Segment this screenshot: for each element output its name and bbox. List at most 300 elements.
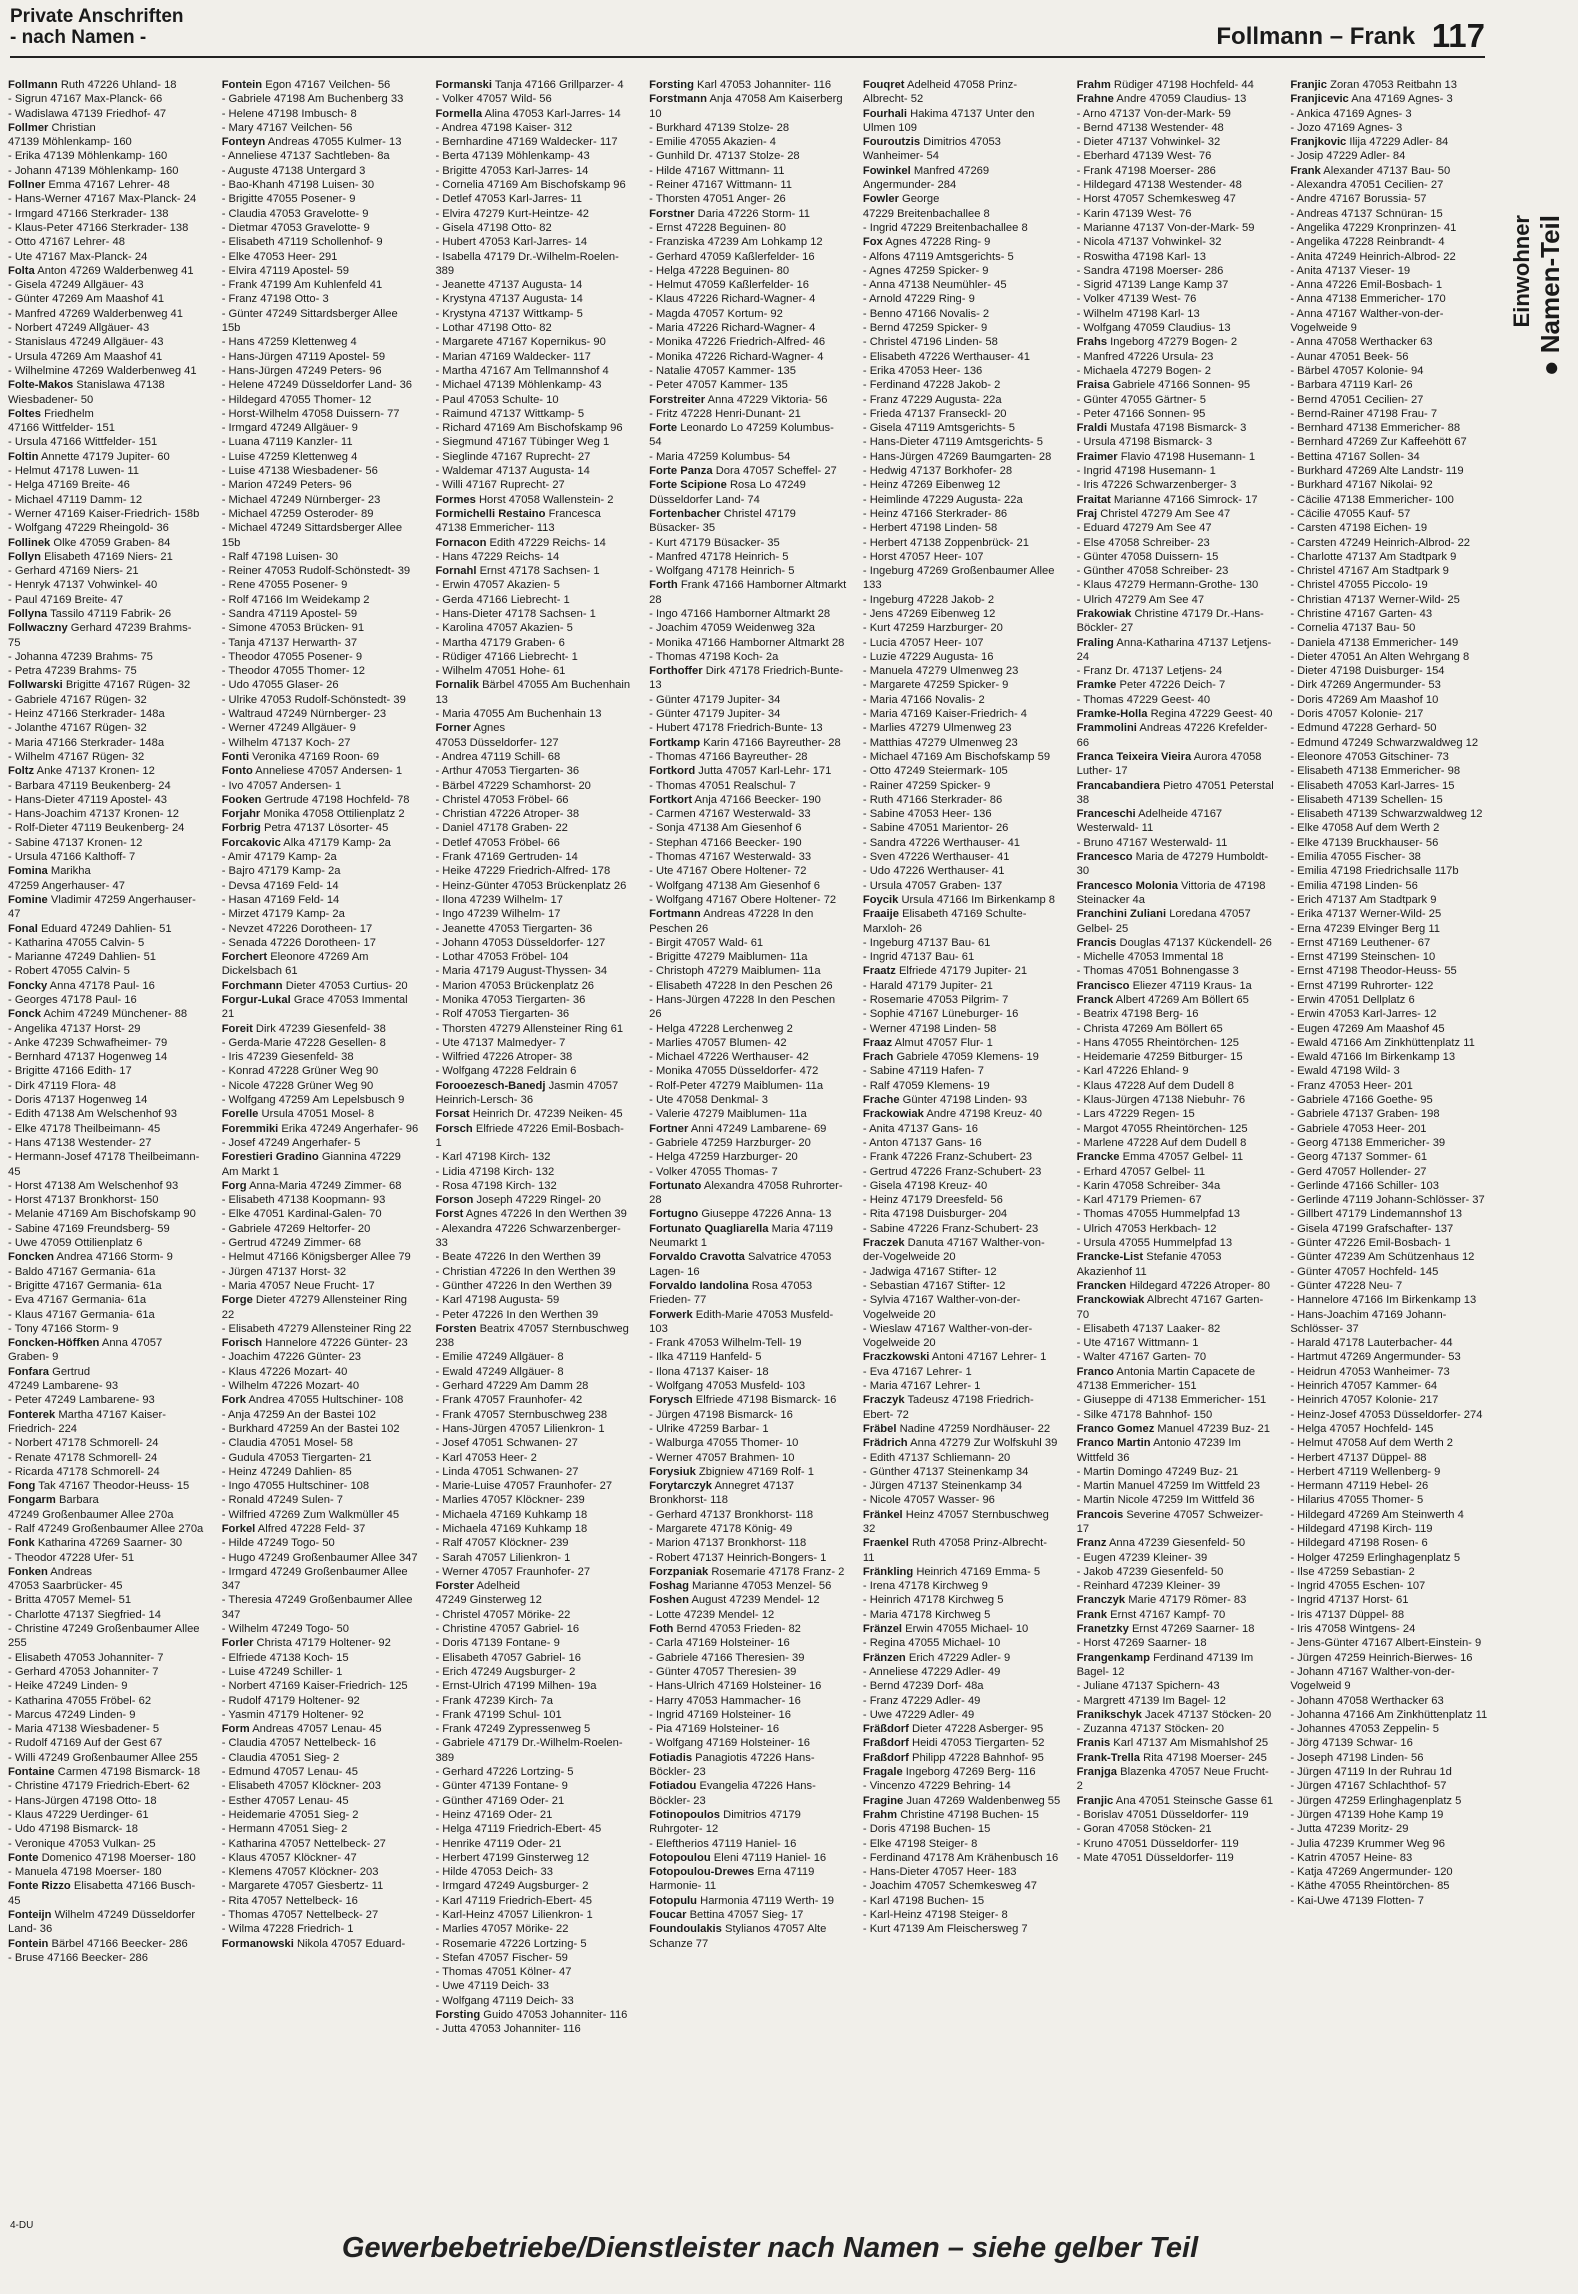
listing-entry <box>863 1708 1061 1722</box>
listing-entry <box>1290 1851 1488 1865</box>
listing-entry <box>8 1222 206 1236</box>
listing-entry <box>649 1808 847 1837</box>
listing-entry <box>649 707 847 721</box>
listing-entry <box>8 321 206 335</box>
listing-entry <box>435 593 633 607</box>
entry-surname: Fowler <box>862 193 899 206</box>
entry-details: Bärbel 47166 Beecker- 286 <box>51 1937 188 1950</box>
listing-entry <box>863 278 1061 292</box>
entry-surname: Foltin <box>8 450 39 463</box>
listing-entry <box>863 1565 1061 1579</box>
listing-entry <box>222 1179 420 1193</box>
entry-details: - Günter 47057 Theresien- 39 <box>649 1665 797 1678</box>
entry-details: Christel 47279 Am See 47 <box>1100 507 1231 520</box>
listing-entry <box>435 1279 633 1293</box>
entry-surname: Form <box>221 1723 250 1736</box>
listing-entry <box>863 207 1061 221</box>
entry-details: - Thomas 47051 Bohnengasse 3 <box>1076 965 1239 978</box>
listing-entry <box>8 335 206 349</box>
listing-entry <box>1290 1093 1488 1107</box>
listing-entry <box>8 764 206 778</box>
entry-details: - Regina 47055 Michael- 10 <box>862 1637 1001 1650</box>
listing-entry <box>222 378 420 392</box>
entry-details: - Franz 47229 Adler- 49 <box>862 1694 981 1707</box>
entry-surname: Fotiadou <box>649 1780 697 1793</box>
listing-entry <box>649 264 847 278</box>
listing-entry <box>649 1064 847 1078</box>
listing-entry <box>1077 435 1275 449</box>
listing-entry <box>435 1622 633 1636</box>
listing-entry <box>863 1093 1061 1107</box>
listing-entry <box>649 235 847 249</box>
entry-details: - Christoph 47279 Maiblumen- 11a <box>649 965 821 978</box>
listing-entry <box>1290 621 1488 635</box>
listing-column <box>435 78 633 2170</box>
listing-entry <box>8 1879 206 1908</box>
listing-entry <box>863 1150 1061 1164</box>
listing-entry <box>8 1736 206 1750</box>
entry-details: - Henrike 47119 Oder- 21 <box>435 1837 562 1850</box>
listing-entry <box>8 964 206 978</box>
entry-details: - Ingrid 47055 Eschen- 107 <box>1290 1580 1426 1593</box>
listing-entry <box>863 1365 1061 1379</box>
listing-entry <box>649 1922 847 1951</box>
listing-entry <box>222 993 420 1022</box>
entry-details: Alexandra 47058 Ruhrorter- 28 <box>649 1179 843 1207</box>
entry-details: Ilija 47229 Adler- 84 <box>1349 136 1449 149</box>
listing-entry <box>435 1922 633 1936</box>
entry-details: Andre 47198 Kreuz- 40 <box>926 1108 1043 1121</box>
listing-entry <box>1077 950 1275 964</box>
listing-entry <box>222 1393 420 1407</box>
entry-details: - Michael 47119 Damm- 12 <box>8 493 143 506</box>
listing-entry <box>1077 1322 1275 1336</box>
listing-entry <box>435 1107 633 1121</box>
listing-entry <box>649 607 847 621</box>
entry-surname: Fraßdorf <box>862 1751 909 1764</box>
entry-surname: Formes <box>435 493 476 506</box>
entry-details: - Horst 47057 Heer- 107 <box>862 550 984 563</box>
listing-entry <box>222 1679 420 1693</box>
listing-entry <box>435 1694 633 1708</box>
listing-entry <box>8 235 206 249</box>
entry-details: - Lidia 47198 Kirch- 132 <box>435 1165 555 1178</box>
entry-details: - Jürgen 47259 Erlinghagenplatz 5 <box>1290 1794 1462 1807</box>
listing-entry <box>1290 1708 1488 1722</box>
listing-entry <box>8 993 206 1007</box>
entry-details: Stefanie 47053 Akazienhof 11 <box>1076 1251 1222 1278</box>
header-section-label <box>10 6 184 48</box>
listing-entry <box>222 1651 420 1665</box>
entry-details: Friedhelm <box>44 407 94 420</box>
listing-entry <box>222 593 420 607</box>
listing-entry <box>435 793 633 807</box>
listing-entry <box>1290 736 1488 750</box>
listing-entry <box>8 1579 206 1593</box>
listing-entry <box>649 807 847 821</box>
entry-details: - Bärbel 47057 Kolonie- 94 <box>1290 364 1424 377</box>
listing-entry <box>863 1751 1061 1765</box>
entry-details: - Robert 47137 Heinrich-Bongers- 1 <box>649 1551 827 1564</box>
entry-details: - Christel 47057 Mörike- 22 <box>435 1608 571 1621</box>
listing-entry <box>863 821 1061 835</box>
entry-details: - Matthias 47279 Ulmenweg 23 <box>862 736 1018 749</box>
entry-details: Pietro 47051 Peterstal 38 <box>1076 779 1274 806</box>
listing-entry <box>8 1265 206 1279</box>
listing-entry <box>1077 964 1275 978</box>
listing-entry <box>649 1837 847 1851</box>
listing-entry <box>435 764 633 778</box>
entry-details: 47249 Ginsterweg 12 <box>435 1594 542 1607</box>
listing-entry <box>1077 107 1275 121</box>
entry-details: - Gerhard 47059 Kaßlerfelder- 16 <box>649 250 815 263</box>
entry-details: - Magda 47057 Kortum- 92 <box>649 307 783 320</box>
entry-details: Alina 47053 Karl-Jarres- 14 <box>484 107 621 120</box>
listing-entry <box>1290 1107 1488 1121</box>
listing-entry <box>649 149 847 163</box>
listing-entry <box>1290 149 1488 163</box>
entry-details: - Andrea 47198 Kaiser- 312 <box>435 121 573 134</box>
entry-surname: Forstmann <box>649 93 707 106</box>
entry-surname: Fontein <box>8 1937 49 1950</box>
entry-details: - Theodor 47055 Thomer- 12 <box>221 665 365 678</box>
listing-entry <box>435 1965 633 1979</box>
entry-details: - Benno 47166 Novalis- 2 <box>862 307 990 320</box>
listing-entry <box>222 221 420 235</box>
listing-entry <box>435 1493 633 1507</box>
entry-details: - Ulrich 47053 Herkbach- 12 <box>1076 1222 1217 1235</box>
entry-details: - Hildegard 47269 Am Steinwerth 4 <box>1290 1508 1464 1521</box>
entry-details: - Ute 47137 Malmedyer- 7 <box>435 1036 566 1049</box>
listing-entry <box>649 550 847 564</box>
listing-column <box>1077 78 1275 2170</box>
header-name-range <box>1216 14 1485 52</box>
listing-entry <box>649 1593 847 1607</box>
entry-details: - Günther 47226 In den Werthen 39 <box>435 1279 612 1292</box>
entry-details: - Peter 47057 Kammer- 135 <box>649 379 788 392</box>
listing-entry <box>1077 936 1275 950</box>
entry-details: - Wolfgang 47169 Holsteiner- 16 <box>649 1737 811 1750</box>
listing-entry <box>863 779 1061 793</box>
listing-entry <box>1290 1279 1488 1293</box>
entry-details: - Hilde 47167 Wittmann- 11 <box>649 164 785 177</box>
listing-entry <box>1077 1093 1275 1107</box>
listing-entry <box>649 1908 847 1922</box>
listing-entry <box>649 779 847 793</box>
listing-entry <box>863 1322 1061 1351</box>
entry-details: - Thomas 47051 Realschul- 7 <box>649 779 796 792</box>
listing-entry <box>863 421 1061 435</box>
entry-details: - Luzie 47229 Augusta- 16 <box>862 650 994 663</box>
entry-details: - Volker 47139 West- 76 <box>1076 293 1197 306</box>
listing-entry <box>222 664 420 678</box>
listing-entry <box>435 1064 633 1078</box>
listing-entry <box>222 864 420 878</box>
listing-entry <box>1290 1350 1488 1364</box>
entry-surname: Forg <box>221 1179 247 1192</box>
entry-details: - Reiner 47053 Rudolf-Schönstedt- 39 <box>221 565 411 578</box>
listing-entry <box>1077 1107 1275 1121</box>
entry-details: - Manuela 47198 Moerser- 180 <box>8 1866 162 1879</box>
listing-entry <box>222 1064 420 1078</box>
entry-details: Ernst 47178 Sachsen- 1 <box>479 565 600 578</box>
entry-details: - Ernst 47199 Steinschen- 10 <box>1290 951 1436 964</box>
listing-entry <box>649 1736 847 1750</box>
entry-surname: Foltz <box>8 765 35 778</box>
entry-details: - Wolfgang 47053 Musfeld- 103 <box>649 1380 806 1393</box>
entry-details: - Lothar 47198 Otto- 82 <box>435 322 552 335</box>
listing-entry <box>222 721 420 735</box>
entry-details: Erich 47229 Adler- 9 <box>908 1651 1011 1664</box>
listing-entry <box>1290 1551 1488 1565</box>
listing-entry <box>222 178 420 192</box>
listing-entry <box>435 950 633 964</box>
entry-details: - Sarah 47057 Lilienkron- 1 <box>435 1551 571 1564</box>
entry-details: - Sabine 47119 Hafen- 7 <box>862 1065 984 1078</box>
listing-entry <box>649 1279 847 1308</box>
entry-details: - Dieter 47137 Vohwinkel- 32 <box>1076 136 1221 149</box>
listing-entry <box>222 821 420 835</box>
listing-entry <box>649 1365 847 1379</box>
listing-entry <box>1077 564 1275 578</box>
listing-entry <box>1290 493 1488 507</box>
entry-details: - Wilhelm 47167 Rügen- 32 <box>8 750 145 763</box>
entry-surname: Fraczek <box>862 1237 905 1250</box>
listing-entry <box>1290 121 1488 135</box>
entry-details: - Christine 47057 Gabriel- 16 <box>435 1623 580 1636</box>
entry-details: - Edith 47137 Schliemann- 20 <box>862 1451 1011 1464</box>
listing-entry <box>222 1079 420 1093</box>
entry-details: - Konrad 47228 Grüner Weg 90 <box>221 1065 379 1078</box>
entry-details: - Waldemar 47137 Augusta- 14 <box>435 465 590 478</box>
entry-details: - Georg 47138 Emmericher- 39 <box>1290 1136 1446 1149</box>
entry-details: - Margarete 47167 Kopernikus- 90 <box>435 336 606 349</box>
listing-entry <box>435 779 633 793</box>
entry-details: - Katharina 47055 Fröbel- 62 <box>8 1694 152 1707</box>
entry-details: - Gillbert 47179 Lindemannshof 13 <box>1290 1208 1462 1221</box>
entry-details: - Elisabeth 47119 Schollenhof- 9 <box>221 236 383 249</box>
entry-details: - Hans 47229 Reichs- 14 <box>435 550 560 563</box>
entry-details: - Dirk 47269 Angermunder- 53 <box>1290 679 1441 692</box>
entry-details: - Helmut 47059 Kaßlerfelder- 16 <box>649 279 809 292</box>
listing-entry <box>435 1822 633 1836</box>
entry-details: - Heidrun 47053 Wanheimer- 73 <box>1290 1365 1450 1378</box>
listing-entry <box>649 92 847 121</box>
entry-details: - Monika 47166 Hamborner Altmarkt 28 <box>649 636 845 649</box>
entry-details: Ingeborg 47279 Bogen- 2 <box>1110 336 1238 349</box>
page-header <box>10 4 1485 58</box>
listing-entry <box>222 421 420 435</box>
entry-details: - Gabriele 47179 Dr.-Wilhelm-Roelen- 389 <box>435 1737 623 1764</box>
listing-entry <box>649 936 847 950</box>
entry-details: - Manfred 47226 Ursula- 23 <box>1076 350 1214 363</box>
listing-entry <box>863 221 1061 235</box>
listing-entry <box>435 1994 633 2008</box>
entry-surname: Fränzel <box>862 1623 903 1636</box>
listing-entry <box>222 1436 420 1450</box>
entry-surname: Fotinopoulos <box>649 1808 720 1821</box>
listing-entry <box>649 750 847 764</box>
entry-details: - Josip 47229 Adler- 84 <box>1290 150 1406 163</box>
listing-entry <box>1290 1508 1488 1522</box>
entry-surname: Fonteyn <box>221 136 266 149</box>
listing-entry <box>222 578 420 592</box>
listing-entry <box>649 1679 847 1693</box>
listing-entry <box>863 1007 1061 1021</box>
listing-entry <box>222 1551 420 1565</box>
entry-details: - Jakob 47239 Giesenfeld- 50 <box>1076 1565 1224 1578</box>
listing-entry <box>863 636 1061 650</box>
entry-surname: Frädrich <box>862 1437 908 1450</box>
entry-details: Elfriede 47226 Emil-Bosbach- 1 <box>435 1122 624 1149</box>
entry-surname: Fonk <box>8 1537 35 1550</box>
entry-surname: Follwaczny <box>8 622 68 635</box>
header-line1: Private Anschriften <box>10 6 184 27</box>
entry-details: - Sonja 47138 Am Giesenhof 6 <box>649 822 802 835</box>
entry-details: - Werner 47249 Allgäuer- 9 <box>221 722 356 735</box>
entry-details: - Thomas 47057 Nettelbeck- 27 <box>221 1909 379 1921</box>
entry-details: - Helga 47259 Harzburger- 20 <box>649 1151 798 1164</box>
listing-entry <box>435 907 633 921</box>
listing-entry <box>1077 1593 1275 1607</box>
listing-entry <box>435 936 633 950</box>
listing-entry <box>649 1408 847 1422</box>
entry-details: - Luise 47249 Schiller- 1 <box>221 1665 343 1678</box>
listing-entry <box>1290 721 1488 735</box>
entry-details: - Wolfgang 47228 Feldrain 6 <box>435 1065 577 1078</box>
entry-details: Ruth 47226 Uhland- 18 <box>60 79 177 91</box>
entry-surname: Fowinkel <box>862 164 911 177</box>
entry-details: - Wieslaw 47167 Walther-von-der-Vogelweide 20 <box>862 1322 1033 1350</box>
listing-entry <box>1077 1207 1275 1221</box>
listing-entry <box>1077 836 1275 850</box>
entry-details: Danuta 47167 Walther-von-der-Vogelweide 20 <box>862 1237 1045 1264</box>
entry-details: Ursula 47166 Im Birkenkamp 8 <box>901 893 1056 906</box>
listing-entry <box>1290 1451 1488 1465</box>
listing-entry <box>8 1665 206 1679</box>
listing-entry <box>863 550 1061 564</box>
listing-entry <box>435 1422 633 1436</box>
entry-details: - Hildegard 47138 Westender- 48 <box>1076 179 1242 192</box>
listing-entry <box>863 335 1061 349</box>
entry-surname: Francesco Molonia <box>1076 879 1178 892</box>
entry-details: - Sandra 47226 Werthauser- 41 <box>862 836 1021 849</box>
entry-details: - Sigrun 47167 Max-Planck- 66 <box>8 93 163 106</box>
entry-surname: Fränzen <box>862 1651 906 1664</box>
entry-details: Eleni 47119 Haniel- 16 <box>713 1851 827 1864</box>
entry-details: Martha 47167 Kaiser-Friedrich- 224 <box>8 1408 166 1435</box>
entry-surname: Foncken-Höffken <box>8 1337 100 1350</box>
listing-entry <box>8 207 206 221</box>
entry-details: - Hannelore 47166 Im Birkenkamp 13 <box>1290 1294 1477 1307</box>
listing-entry <box>1077 750 1275 779</box>
listing-entry <box>1290 1579 1488 1593</box>
listing-entry <box>8 1279 206 1293</box>
entry-details: Karin 47166 Bayreuther- 28 <box>703 736 841 749</box>
entry-details: - Rolf 47166 Im Weidekamp 2 <box>221 593 370 606</box>
listing-entry <box>863 1808 1061 1822</box>
listing-entry <box>435 1879 633 1893</box>
listing-entry <box>435 836 633 850</box>
listing-entry <box>222 807 420 821</box>
entry-details: - Pia 47169 Holsteiner- 16 <box>649 1723 780 1736</box>
entry-details: - Hans-Dieter 47178 Sachsen- 1 <box>435 607 596 620</box>
entry-details: - Zuzanna 47137 Stöcken- 20 <box>1076 1723 1224 1736</box>
entry-details: Jacek 47137 Stöcken- 20 <box>1145 1708 1272 1721</box>
listing-entry <box>1290 407 1488 421</box>
entry-details: - Frieda 47137 Franseckl- 20 <box>862 407 1007 420</box>
entry-surname: Fränkel <box>862 1508 903 1521</box>
entry-details: Eduard 47249 Dahlien- 51 <box>40 922 172 935</box>
entry-details: - Emilie 47249 Allgäuer- 8 <box>435 1351 564 1364</box>
entry-details: - Dieter 47198 Duisburger- 154 <box>1290 665 1445 678</box>
listing-entry <box>435 821 633 835</box>
listing-entry <box>222 1122 420 1136</box>
entry-details: Dimitrios 47179 Ruhrgoter- 12 <box>649 1808 801 1836</box>
listing-entry <box>863 807 1061 821</box>
listing-entry <box>1077 1722 1275 1736</box>
entry-surname: Formanowski <box>221 1937 294 1950</box>
listing-entry <box>649 850 847 864</box>
entry-details: - Hermann 47051 Sieg- 2 <box>221 1823 348 1836</box>
listing-entry <box>222 793 420 807</box>
listing-entry <box>649 1708 847 1722</box>
entry-details: Annette 47179 Jupiter- 60 <box>40 450 170 463</box>
listing-entry <box>863 1722 1061 1736</box>
listing-entry <box>8 979 206 993</box>
entry-details: - Lothar 47053 Fröbel- 104 <box>435 951 569 964</box>
listing-entry <box>1290 1593 1488 1607</box>
listing-entry <box>435 250 633 279</box>
listing-entry <box>435 335 633 349</box>
entry-details: - Elke 47051 Kardinal-Galen- 70 <box>221 1208 382 1221</box>
entry-details: 47053 Saarbrücker- 45 <box>8 1580 123 1593</box>
entry-details: Elisabetta 47166 Busch- 45 <box>8 1880 196 1907</box>
entry-details: - Marlene 47228 Auf dem Dudell 8 <box>1076 1136 1247 1149</box>
entry-surname: Frangenkamp <box>1076 1651 1150 1664</box>
entry-details: - Richard 47169 Am Bischofskamp 96 <box>435 422 623 435</box>
entry-surname: Forysch <box>649 1394 693 1407</box>
listing-entry <box>1077 1336 1275 1350</box>
entry-details: - Frank 47226 Franz-Schubert- 23 <box>862 1151 1033 1164</box>
entry-details: - Emilia 47198 Friedrichsalle 117b <box>1290 865 1459 878</box>
listing-entry <box>863 607 1061 621</box>
entry-details: - Emilie 47055 Akazien- 4 <box>649 136 777 149</box>
listing-entry <box>649 893 847 907</box>
listing-entry <box>8 1236 206 1250</box>
entry-details: - Michael 47249 Sittardsberger Allee 15b <box>221 522 403 549</box>
entry-details: Anke 47137 Kronen- 12 <box>36 765 155 778</box>
entry-surname: Fotiadis <box>649 1751 693 1764</box>
listing-entry <box>1290 607 1488 621</box>
listing-entry <box>435 1979 633 1993</box>
listing-entry <box>8 1551 206 1565</box>
entry-details: Agnes <box>473 722 506 735</box>
entry-details: - Michaela 47169 Kuhkamp 18 <box>435 1522 588 1535</box>
listing-entry <box>649 793 847 807</box>
listing-entry <box>863 378 1061 392</box>
entry-details: - Hildegard 47055 Thomer- 12 <box>221 393 372 406</box>
entry-details: - Jürgen 47137 Steinenkamp 34 <box>862 1480 1023 1493</box>
entry-details: Achim 47249 Münchener- 88 <box>43 1008 188 1021</box>
listing-entry <box>863 1064 1061 1078</box>
entry-details: - Gisela 47199 Grafschafter- 137 <box>1290 1222 1454 1235</box>
entry-details: Ana 47051 Steinsche Gasse 61 <box>1115 1794 1274 1807</box>
entry-details: - Bärbel 47229 Schamhorst- 20 <box>435 779 591 792</box>
listing-entry <box>435 435 633 449</box>
entry-details: Manfred 47269 Angermunder- 284 <box>862 164 990 192</box>
listing-entry <box>222 564 420 578</box>
